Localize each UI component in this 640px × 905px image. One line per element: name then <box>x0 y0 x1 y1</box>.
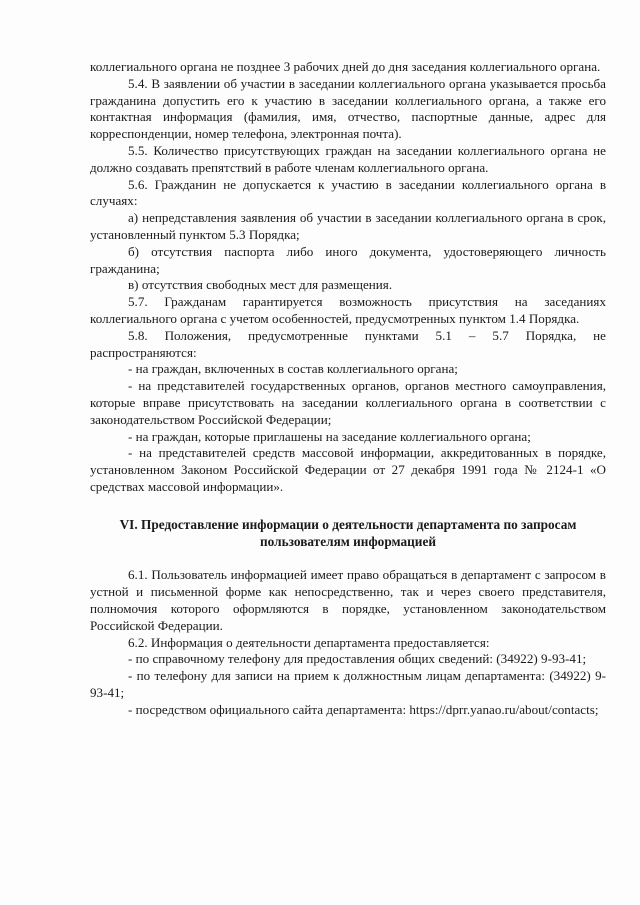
paragraph-p-5-6: 5.6. Гражданин не допускается к участию в заседании коллегиального органа в случаях: <box>90 176 606 209</box>
paragraph-p-6-2-1: - по справочному телефону для предоставления общих сведений: (34922) 9-93-41; <box>128 651 587 667</box>
document-body <box>90 59 606 718</box>
paragraph-p-5-5: 5.5. Количество присутствующих граждан на заседании коллегиального органа не должно создавать препятствий в работе членам коллегиального органа. <box>90 142 606 175</box>
section-v-continuation <box>90 59 606 496</box>
paragraph-p-6-1: 6.1. Пользователь информацией имеет право обращаться в департамент с запросом в устной и письменной форме как непосредственно, так и через своего представителя, полномочия которого оформляются в порядке, установленном законодательством Российской Федерации. <box>90 567 606 633</box>
section-heading <box>90 517 606 551</box>
paragraph-p-5-8: 5.8. Положения, предусмотренные пунктами 5.1 – 5.7 Порядка, не распространяются: <box>90 327 606 360</box>
paragraph-p-5-4: 5.4. В заявлении об участии в заседании коллегиального органа указывается просьба гражданина допустить его к участию в заседании коллегиального органа, а также его контактная информация (фамилия, имя, отчество, паспортные данные, адрес для корреспонденции, номер телефона, электронная почта). <box>90 75 606 142</box>
section-vi-body <box>90 567 606 718</box>
paragraph-p-5-6-a: а) непредставления заявления об участии в заседании коллегиального органа в срок, установленный пунктом 5.3 Порядка; <box>90 210 606 242</box>
section-heading-line-1: VI. Предоставление информации о деятельности департамента по запросам <box>119 516 577 532</box>
paragraph-p-5-8-3: - на граждан, которые приглашены на заседание коллегиального органа; <box>128 428 531 444</box>
paragraph-p-6-2-2: - по телефону для записи на прием к должностным лицам департамента: (34922) 9-93-41; <box>90 668 606 700</box>
paragraph-p-5-8-2: - на представителей государственных органов, органов местного самоуправления, которые вправе присутствовать на заседании коллегиального органа в соответствии с законодательством Российской Федерации; <box>90 378 606 427</box>
paragraph-p-5-8-1: - на граждан, включенных в состав коллегиального органа; <box>128 361 458 377</box>
paragraph-p-6-2: 6.2. Информация о деятельности департамента предоставляется: <box>128 634 490 650</box>
paragraph-p-5-7: 5.7. Гражданам гарантируется возможность присутствия на заседаниях коллегиального органа с учетом особенностей, предусмотренных пунктом 1.4 Порядка. <box>90 294 606 326</box>
paragraph-p-intro-cont: коллегиального органа не позднее 3 рабочих дней до дня заседания коллегиального органа. <box>90 59 601 74</box>
paragraph-p-6-2-3: - посредством официального сайта департамента: https://dprr.yanao.ru/about/contacts; <box>128 701 599 717</box>
paragraph-p-5-6-c: в) отсутствия свободных мест для размещения. <box>128 277 393 293</box>
paragraph-p-5-8-4: - на представителей средств массовой информации, аккредитованных в порядке, установленном Законом Российской Федерации от 27 декабря 1991 года № 2124-1 «О средствах массовой информации». <box>90 445 606 494</box>
section-heading-line-2: пользователям информацией <box>259 533 437 549</box>
paragraph-p-5-6-b: б) отсутствия паспорта либо иного документа, удостоверяющего личность гражданина; <box>90 243 606 276</box>
